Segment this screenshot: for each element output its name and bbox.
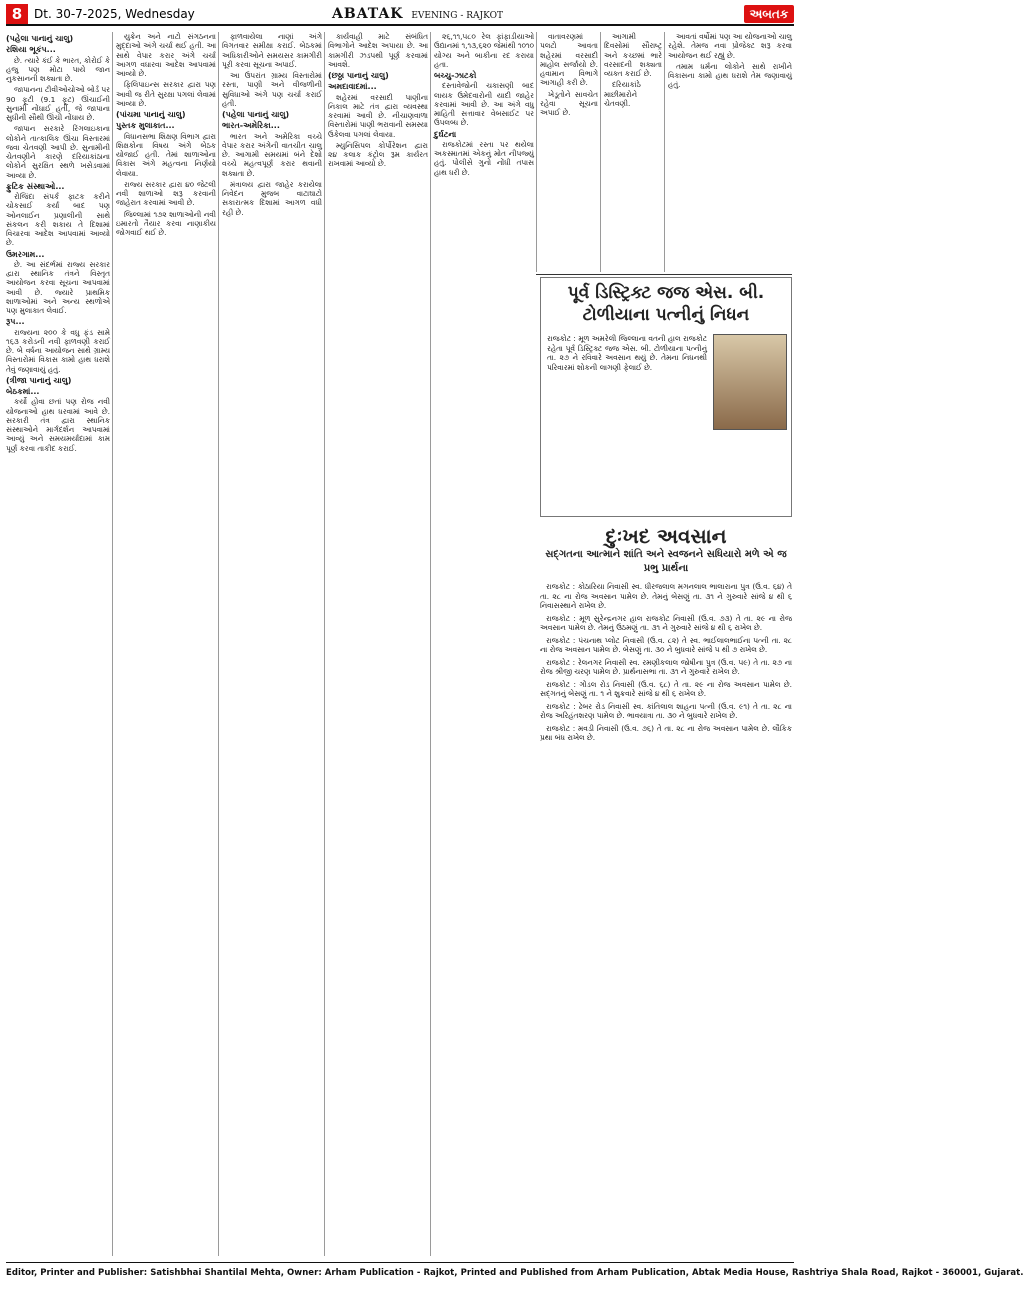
article-subhead: (પાંચમા પાનાનું ચાલુ) [116, 110, 186, 119]
article-subhead: (ત્રીજા પાનાનું ચાલુ) [6, 375, 72, 385]
condolence-item: રાજકોટ : રેલનગર નિવાસી સ્વ. રમણીકલાલ જોષીના પુત્ર (ઉ.વ. ૫૯) તે તા. ૨૭ ના રોજ શ્રીજી ચરણ પામેલ છે. પ્રાર્થનાસભા તા. ૩૧ ને ગુરુવારે રાખેલ છે. [540, 657, 792, 676]
column-1 [6, 32, 110, 1256]
column-2 [112, 32, 216, 1256]
article-paragraph: ૨૬,૧૧,૫૮૦ રેલ ફાંફાડીયાઓ ઉદ્યાનમાં ૧,૧૩,૬૨૦ જેમાંથી ૧૦૧૦ યોગ્ય અને બાકીના રદ કરાયા હતા. [434, 32, 534, 69]
article-subhead: રૂપ... [6, 317, 25, 327]
article-paragraph: આગામી દિવસોમાં સૌરાષ્ટ્ર અને કચ્છમાં ભારે વરસાદની શક્યતા વ્યક્ત કરાઈ છે. [604, 32, 662, 78]
article-paragraph: ફિલિપાઇન્સ સરકાર દ્વારા પણ આવી જ રીતે સુરક્ષા પગલાં લેવામાં આવ્યા છે. [116, 80, 216, 108]
article-subhead: અમદાવાદમાં... [328, 82, 377, 92]
article-paragraph: દરિયાકાંઠે માછીમારોને ચેતવણી. [604, 80, 641, 108]
article-paragraph: છે. ત્યારે કંઈ કે ભારત, કોરોઈ કે હજુ પણ મોટા પાયે જાન નુકસાનની શક્યતા છે. [6, 55, 110, 83]
article-paragraph: છે. આ સંદર્ભમાં રાજ્ય સરકાર દ્વારા સ્થાનિક તંત્રને વિસ્તૃત આયોજન કરવા સૂચના આપવામાં આવી છે. જ્યારે પ્રાથમિક શાળાઓમાં અને અન્ય સ્થળોએ પણ મુલાકાત લેવાઈ. [6, 259, 110, 315]
condolence-subtitle: સદ્‌ગતના આત્માને શાંતિ અને સ્વજનને સધિયારો મળે એ જ પ્રભુ પ્રાર્થના [545, 549, 787, 574]
obituary-body: રાજકોટ : મૂળ અમરેલી જિલ્લાના વતની હાલ રાજકોટ રહેતા પૂર્વ ડિસ્ટ્રિક્ટ જજ એસ. બી. ટોળીયાના પત્નીનું તા. ૨૭ ને રવિવારે અવસાન થયું છે. તેમના નિધનથી પરિવારમાં શોકની લાગણી ફેલાઈ છે. [547, 334, 707, 372]
condolence-item: રાજકોટ : પંચનાથ પ્લોટ નિવાસી (ઉ.વ. ૮૨) તે સ્વ. ભાઈલાલભાઈના પત્ની તા. ૨૮ ના રોજ અવસાન પામેલ છે. બેસણું તા. ૩૦ ને બુધવારે સાંજે ૫ થી ૭ રાખેલ છે. [540, 635, 792, 654]
article-subhead: (છઠ્ઠા પાનાનું ચાલુ) [328, 71, 389, 80]
article-paragraph: મ્યુનિસિપલ કોર્પોરેશન દ્વારા ૨૪ કલાક કંટ્રોલ રૂમ કાર્યરત રાખવામાં આવ્યો છે. [328, 140, 428, 169]
condolence-header [540, 524, 792, 576]
newspaper-logo: અબતક [744, 5, 794, 23]
condolence-item: રાજકોટ : મવડી નિવાસી (ઉ.વ. ૭૬) તે તા. ૨૮ ના રોજ અવસાન પામેલ છે. લૌકિક પ્રથા બંધ રાખેલ છે. [540, 723, 792, 742]
article-paragraph: ખેડૂતોને સાવચેત રહેવા સૂચના અપાઈ છે. [540, 89, 598, 117]
article-subhead: (પહેલા પાનાનું ચાલુ) [222, 110, 290, 119]
section-divider [536, 274, 792, 275]
article-paragraph: ફાળવાયેલા નાણાં અંગે વિગતવાર સમીક્ષા કરાઈ. બેઠકમાં અધિકારીઓને સમયસર કામગીરી પૂરી કરવા સૂચના અપાઈ. [222, 32, 322, 69]
column-8 [664, 32, 792, 272]
article-paragraph: રોજિંદા સંપર્ક ફાટક કરીને ચોકસાઈ કર્યા બાદ પણ ઓનલાઈન પ્રણાલીની સાથે સંકલન કરી શકાય તે દિશામાં વિચારવા આદેશ આપવામાં આવ્યો છે. [6, 192, 110, 248]
article-subhead: ફ્રુટિક સંસ્થાઓ... [6, 181, 65, 191]
page-number: 8 [6, 4, 28, 24]
article-subhead: ઉમરગામ... [6, 249, 45, 259]
condolence-list [540, 582, 792, 743]
condolence-item: રાજકોટ : ગોંડલ રોડ નિવાસી (ઉ.વ. ૬૮) તે તા. ૨૯ ના રોજ અવસાન પામેલ છે. સદ્‌ગતનું બેસણું તા. ૧ ને શુક્રવારે સાંજે ૪ થી ૬ રાખેલ છે. [540, 679, 792, 698]
imprint-line: Editor, Printer and Publisher: Satishbhai Shantilal Mehta, Owner: Arham Publication - Rajkot, Printed and Published from Arham Publication, Abtak Media House, Rashtriya Shala Road, Rajkot - 360001, Gujarat. [6, 1262, 794, 1278]
condolence-item: રાજકોટ : કોઠારિયા નિવાસી સ્વ. ધીરજલાલ મગનલાલ ભાલારાના પુત્ર (ઉ.વ. ૬૪) તે તા. ૨૮ ના રોજ અવસાન પામેલ છે. તેમનું બેસણું તા. ૩૧ ને ગુરુવારે સાંજે ૪ થી ૬ નિવાસસ્થાને રાખેલ છે. [540, 582, 792, 610]
article-subhead: (પહેલા પાનાનું ચાલુ) [6, 34, 74, 43]
condolence-item: રાજકોટ : ઢેબર રોડ નિવાસી સ્વ. કાંતિલાલ શાહના પત્ની (ઉ.વ. ૯૧) તે તા. ૨૮ ના રોજ અરિહંતશરણ પામેલ છે. ભાવયાત્રા તા. ૩૦ ને બુધવારે રાખેલ છે. [540, 701, 792, 720]
article-paragraph: વાતાવરણમાં પલટો આવતા શહેરમાં વરસાદી માહોલ સર્જાયો છે. હવામાન વિભાગે આગાહી કરી છે. [540, 32, 598, 88]
masthead [332, 6, 503, 22]
article-subhead: બચ્ચુ-ઝાટકો [434, 71, 477, 80]
article-paragraph: જાપાન સરકારે રિંગલાઇકાના લોકોને તાત્કાલિક ઊંચા વિસ્તારમાં જવા ચેતવણી આપી છે. સુનામીની ચેતવણીને કારણે દરિયાકાંઠાના લોકોને સુરક્ષિત સ્થળે ખસેડવામાં આવ્યા છે. [6, 124, 110, 180]
condolence-title: દુઃખદ અવસાન [605, 524, 727, 548]
article-subhead: બેઠકમાં... [6, 387, 40, 396]
article-paragraph: રાજકોટમાં રસ્તા પર થયેલા અકસ્માતમાં એકનું મોત નીપજ્યું હતું. પોલીસે ગુનો નોંધી તપાસ હાથ ધરી છે. [434, 139, 534, 177]
article-paragraph: રાજ્ય સરકાર દ્વારા ૪૦ જેટલી નવી શાળાઓ શરૂ કરવાની જાહેરાત કરવામાં આવી છે. [116, 179, 216, 208]
issue-date: Dt. 30-7-2025, Wednesday [34, 7, 195, 21]
article-paragraph: આ ઉપરાંત ગ્રામ્ય વિસ્તારોમાં રસ્તા, પાણી અને વીજળીની સુવિધાઓ અંગે પણ ચર્ચા કરાઈ હતી. [222, 71, 322, 108]
article-paragraph: રાજ્યના ૨૦૦ કે વધુ ફંડ સામે ૧૬૩ કરોડની નવી ફાળવણી કરાઈ છે. બે વર્ષના આયોજન સાથે ગ્રામ્ય વિસ્તારોમાં વિકાસ કામો હાથ ધરાશે તેવું જણાવાયું હતું. [6, 327, 110, 374]
article-paragraph: આવતાં વર્ષોમાં પણ આ યોજનાઓ ચાલુ રહેશે. તેમજ નવા પ્રોજેક્ટ શરૂ કરવા આયોજન થઈ રહ્યું છે. [668, 32, 792, 60]
condolence-item: રાજકોટ : મૂળ સુરેન્દ્રનગર હાલ રાજકોટ નિવાસી (ઉ.વ. ૭૩) તે તા. ૨૯ ના રોજ અવસાન પામેલ છે. તેમનું ઉઠમણું તા. ૩૧ ને ગુરુવારે સાંજે ૪ થી ૬ રાખેલ છે. [540, 613, 792, 632]
column-4 [324, 32, 428, 1256]
condolence-section [540, 524, 792, 1254]
article-paragraph: જિલ્લામાં ૧૭૨ શાળાઓની નવી ઇમારતો તૈયાર કરવા નાણાકીય જોગવાઈ થઈ છે. [116, 209, 216, 237]
article-paragraph: મંત્રાલય દ્વારા જાહેર કરાયેલા નિવેદન મુજબ વાટાઘાટો સકારાત્મક દિશામાં આગળ વધી રહી છે. [222, 179, 322, 217]
article-paragraph: શહેરમાં વરસાદી પાણીના નિકાલ માટે તંત્ર દ્વારા વ્યવસ્થા કરવામાં આવી છે. નીચાણવાળા વિસ્તારોમાં પાણી ભરાવાની સમસ્યા ઉકેલવા પગલાં લેવાયા. [328, 92, 428, 139]
article-subhead: રશિયા ભૂકંપ... [6, 45, 56, 55]
obituary-photo [713, 334, 787, 430]
article-subhead: ભારત-અમેરિકા... [222, 121, 280, 131]
article-paragraph: જાપાનના ટીવીઓચોઓ બોર્ડ પર 90 ફૂટી (9.1 ફૂટ) ઊંચાઈની સુનામી નોંધાઈ હતી, જે જાપાના સુધીની સૌથી ઊંચી નોંધાય છે. [6, 85, 110, 122]
masthead-title: ABATAK [332, 6, 404, 22]
column-7 [600, 32, 662, 272]
article-paragraph: તમામ ધર્મના લોકોને સાથે રાખીને વિકાસના કામો હાથ ધરાશે તેમ જણાવાયું હતું. [668, 61, 792, 90]
obituary-article [540, 277, 792, 517]
masthead-edition: EVENING - RAJKOT [411, 11, 504, 21]
article-paragraph: યુક્રેન અને નાટો સંગઠનના મુદ્દાઓ અંગે ચર્ચા થઈ હતી. આ સાથે વેપાર કરાર અંગે ચર્ચા આગળ વધારવા આદેશ આપવામાં આવ્યો છે. [116, 32, 216, 78]
page-header [6, 4, 794, 26]
article-subhead: દુર્ઘટના [434, 129, 457, 139]
article-paragraph: દસ્તાવેજોની ચકાસણી બાદ લાયક ઉમેદવારોની યાદી જાહેર કરવામાં આવી છે. આ અંગે વધુ માહિતી સત્તાવાર વેબસાઈટ પર ઉપલબ્ધ છે. [434, 81, 534, 128]
obituary-headline: પૂર્વ ડિસ્ટ્રિક્ટ જજ એસ. બી. ટોળીયાના પત્નીનું નિધન [567, 283, 765, 325]
article-paragraph: કર્યો હોવા છતાં પણ રોજ નવી યોજનાઓ હાથ ધરવામાં આવે છે. સરકારી તંત્ર દ્વારા સ્થાનિક સંસ્થાઓને માર્ગદર્શન આપવામાં આવ્યું અને સમયમર્યાદામાં કામ પૂર્ણ કરવા તાકીદ કરાઈ. [6, 397, 110, 453]
column-3 [218, 32, 322, 1256]
article-paragraph: કાર્યવાહી માટે સંબંધિત વિભાગોને આદેશ અપાયા છે. આ કામગીરી ઝડપથી પૂર્ણ કરવામાં આવશે. [328, 32, 428, 69]
article-subhead: પુસ્તક મુલાકાત... [116, 121, 175, 131]
article-paragraph: ભારત અને અમેરિકા વચ્ચે વેપાર કરાર અંગેની વાતચીત ચાલુ છે. આગામી સમયમાં બંને દેશો વચ્ચે મહત્વપૂર્ણ કરાર થવાની શક્યતા છે. [222, 131, 322, 178]
column-5 [430, 32, 534, 1256]
article-paragraph: વિધાનસભા શિક્ષણ વિભાગ દ્વારા શિક્ષકોના વિષય અંગે બેઠક યોજાઈ હતી. તેમાં શાળાઓના વિકાસ અંગે મહત્વના નિર્ણયો લેવાયા. [116, 131, 216, 178]
column-6 [536, 32, 598, 272]
